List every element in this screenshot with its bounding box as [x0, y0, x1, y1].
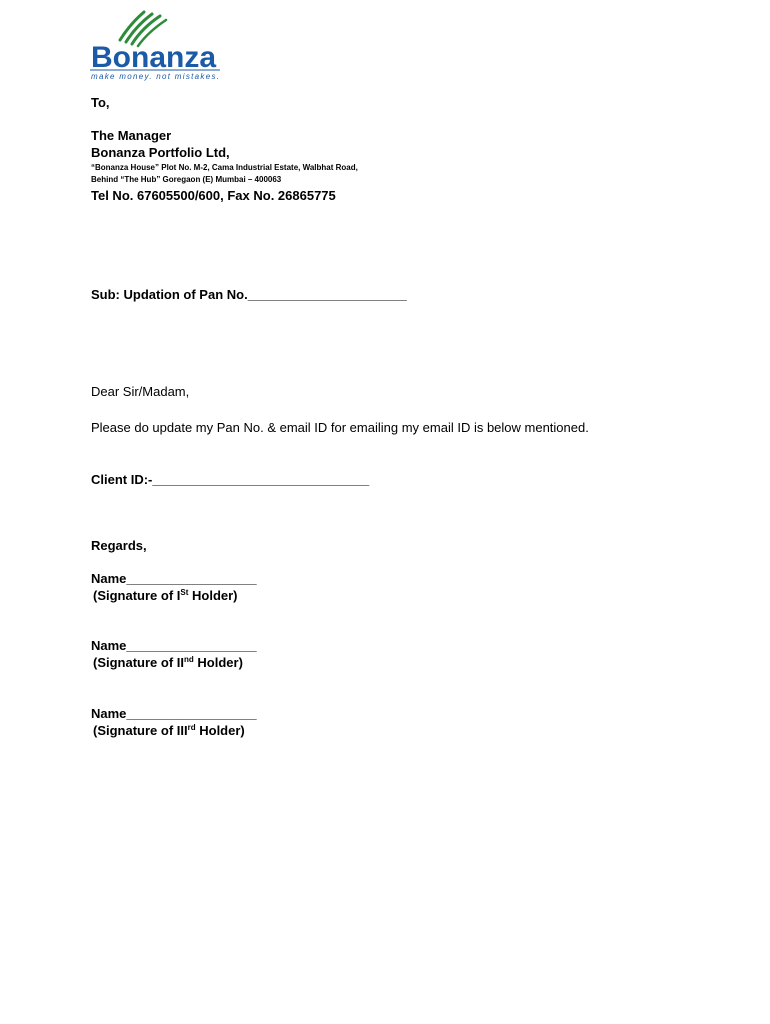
sig-superscript: St	[180, 588, 189, 597]
holder-2-signature-label	[93, 655, 243, 670]
holder-2-name-line: Name__________________	[91, 638, 257, 653]
holder-1-name-line: Name__________________	[91, 571, 257, 586]
sig-superscript: rd	[187, 723, 196, 732]
sig-suffix: Holder)	[193, 655, 243, 670]
recipient-title: The Manager	[91, 128, 172, 143]
letter-body: Please do update my Pan No. & email ID for emailing my email ID is below mentioned.	[91, 420, 589, 435]
holder-1-signature-label	[93, 588, 238, 603]
logo-graphic	[90, 10, 224, 82]
logo-tagline: make money. not mistakes.	[91, 72, 221, 81]
sig-suffix: Holder)	[195, 723, 245, 738]
bonanza-logo	[90, 10, 224, 82]
sig-superscript: nd	[184, 655, 194, 664]
subject-line: Sub: Updation of Pan No.______________________	[91, 287, 407, 302]
logo-wordmark: Bonanza	[91, 41, 217, 74]
sig-suffix: Holder)	[188, 588, 238, 603]
sig-prefix: (Signature of II	[93, 655, 184, 670]
address-line-2: Behind “The Hub” Goregaon (E) Mumbai – 400063	[91, 175, 282, 184]
salutation: Dear Sir/Madam,	[91, 384, 190, 399]
phone-fax: Tel No. 67605500/600, Fax No. 26865775	[91, 188, 336, 203]
sig-prefix: (Signature of I	[93, 588, 181, 603]
holder-3-name-line: Name__________________	[91, 706, 257, 721]
client-id-field: Client ID:-______________________________	[91, 472, 370, 487]
holder-3-signature-label	[93, 723, 245, 738]
letter-to: To,	[91, 95, 110, 110]
closing: Regards,	[91, 538, 147, 553]
recipient-company: Bonanza Portfolio Ltd,	[91, 145, 230, 160]
address-line-1: “Bonanza House” Plot No. M-2, Cama Industrial Estate, Walbhat Road,	[91, 163, 358, 172]
sig-prefix: (Signature of III	[93, 723, 188, 738]
